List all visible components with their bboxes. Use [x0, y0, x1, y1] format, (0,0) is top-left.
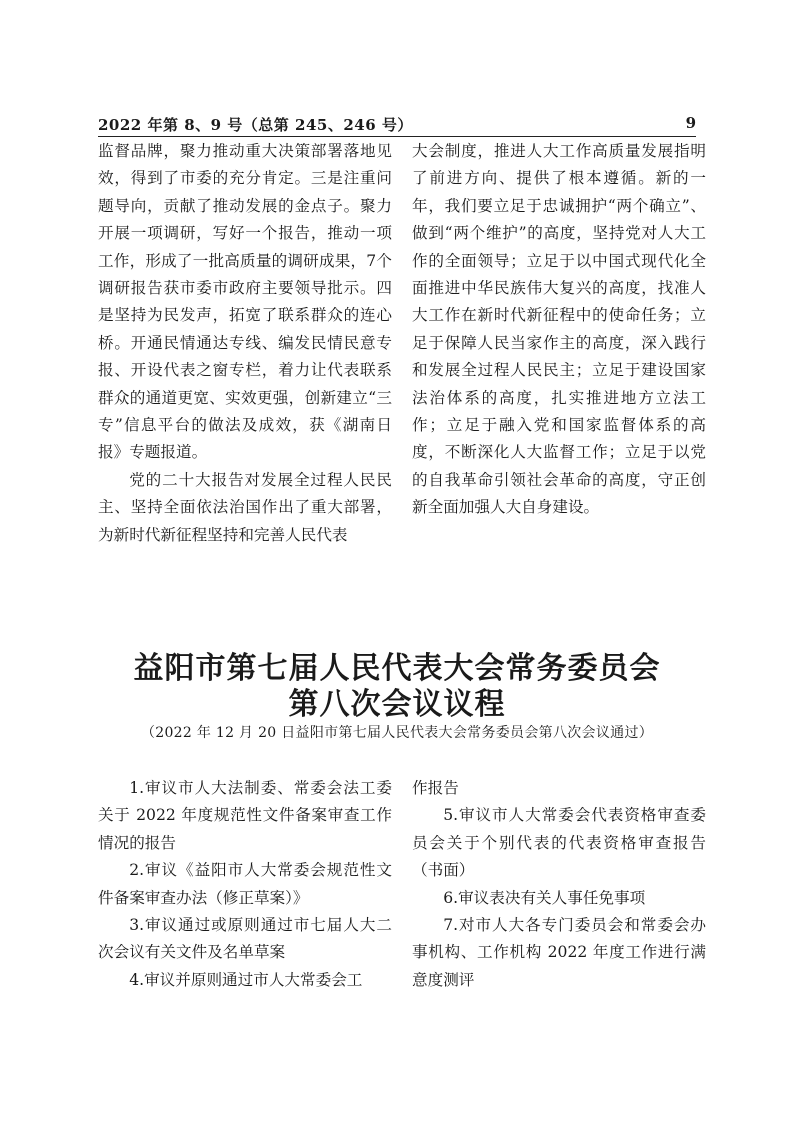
agenda-left-column [98, 775, 392, 994]
agenda-item: 3.审议通过或原则通过市七届人大二次会议有关文件及名单草案 [98, 916, 392, 962]
agenda-right-column [412, 775, 706, 994]
agenda-subtitle: （2022 年 12 月 20 日益阳市第七届人民代表大会常务委员会第八次会议通过） [140, 725, 654, 741]
issue-number: 2022 年第 8、9 号（总第 245、246 号） [98, 116, 413, 134]
agenda-title-line-2: 第八次会议议程 [288, 687, 506, 722]
article-right-column [412, 138, 706, 522]
agenda-item: 5.审议市人大常委会代表资格审查委员会关于个别代表的代表资格审查报告（书面） [412, 806, 706, 880]
agenda-item: 6.审议表决有关人事任免事项 [443, 888, 646, 907]
agenda-item: 2.审议《益阳市人大常委会规范性文件备案审查办法（修正草案）》 [98, 861, 392, 907]
article-paragraph: 监督品牌，聚力推动重大决策部署落地见效，得到了市委的充分肯定。三是注重问题导向，贡献了推动发展的金点子。聚力开展一项调研，写好一个报告，推动一项工作，形成了一批高质量的调研成果，7个调研报告获市委市政府主要领导批示。四是坚持为民发声，拓宽了联系群众的连心桥。开通民情通达专线、编发民情民意专报、开设代表之窗专栏，着力让代表联系群众的通道更宽、实效更强，创新建立“三专”信息平台的做法及成效，获《湖南日报》专题报道。 [98, 142, 392, 462]
agenda-item-continuation: 作报告 [412, 779, 459, 797]
article-left-column [98, 138, 392, 549]
agenda-item: 1.审议市人大法制委、常委会法工委关于 2022 年度规范性文件备案审查工作情况的报告 [98, 779, 392, 852]
agenda-item: 4.审议并原则通过市人大常委会工 [129, 970, 363, 989]
article-paragraph: 大会制度，推进人大工作高质量发展指明了前进方向、提供了根本遵循。新的一年，我们要立足于忠诚拥护“两个确立”、做到“两个维护”的高度，坚持党对人大工作的全面领导；立足于以中国式现代化全面推进中华民族伟大复兴的高度，找准人大工作在新时代新征程中的使命任务；立足于保障人民当家作主的高度，深入践行和发展全过程人民民主；立足于建设国家法治体系的高度，扎实推进地方立法工作；立足于融入党和国家监督体系的高度，不断深化人大监督工作；立足于以党的自我革命引领社会革命的高度，守正创新全面加强人大自身建设。 [412, 142, 706, 517]
agenda-item: 7.对市人大各专门委员会和常委会办事机构、工作机构 2022 年度工作进行满意度测评 [412, 916, 706, 989]
article-paragraph: 党的二十大报告对发展全过程人民民主、坚持全面依法治国作出了重大部署，为新时代新征程坚持和完善人民代表 [98, 470, 392, 544]
agenda-title-line-1: 益阳市第七届人民代表大会常务委员会 [133, 651, 661, 686]
page-number: 9 [685, 114, 696, 132]
running-header [98, 112, 696, 137]
